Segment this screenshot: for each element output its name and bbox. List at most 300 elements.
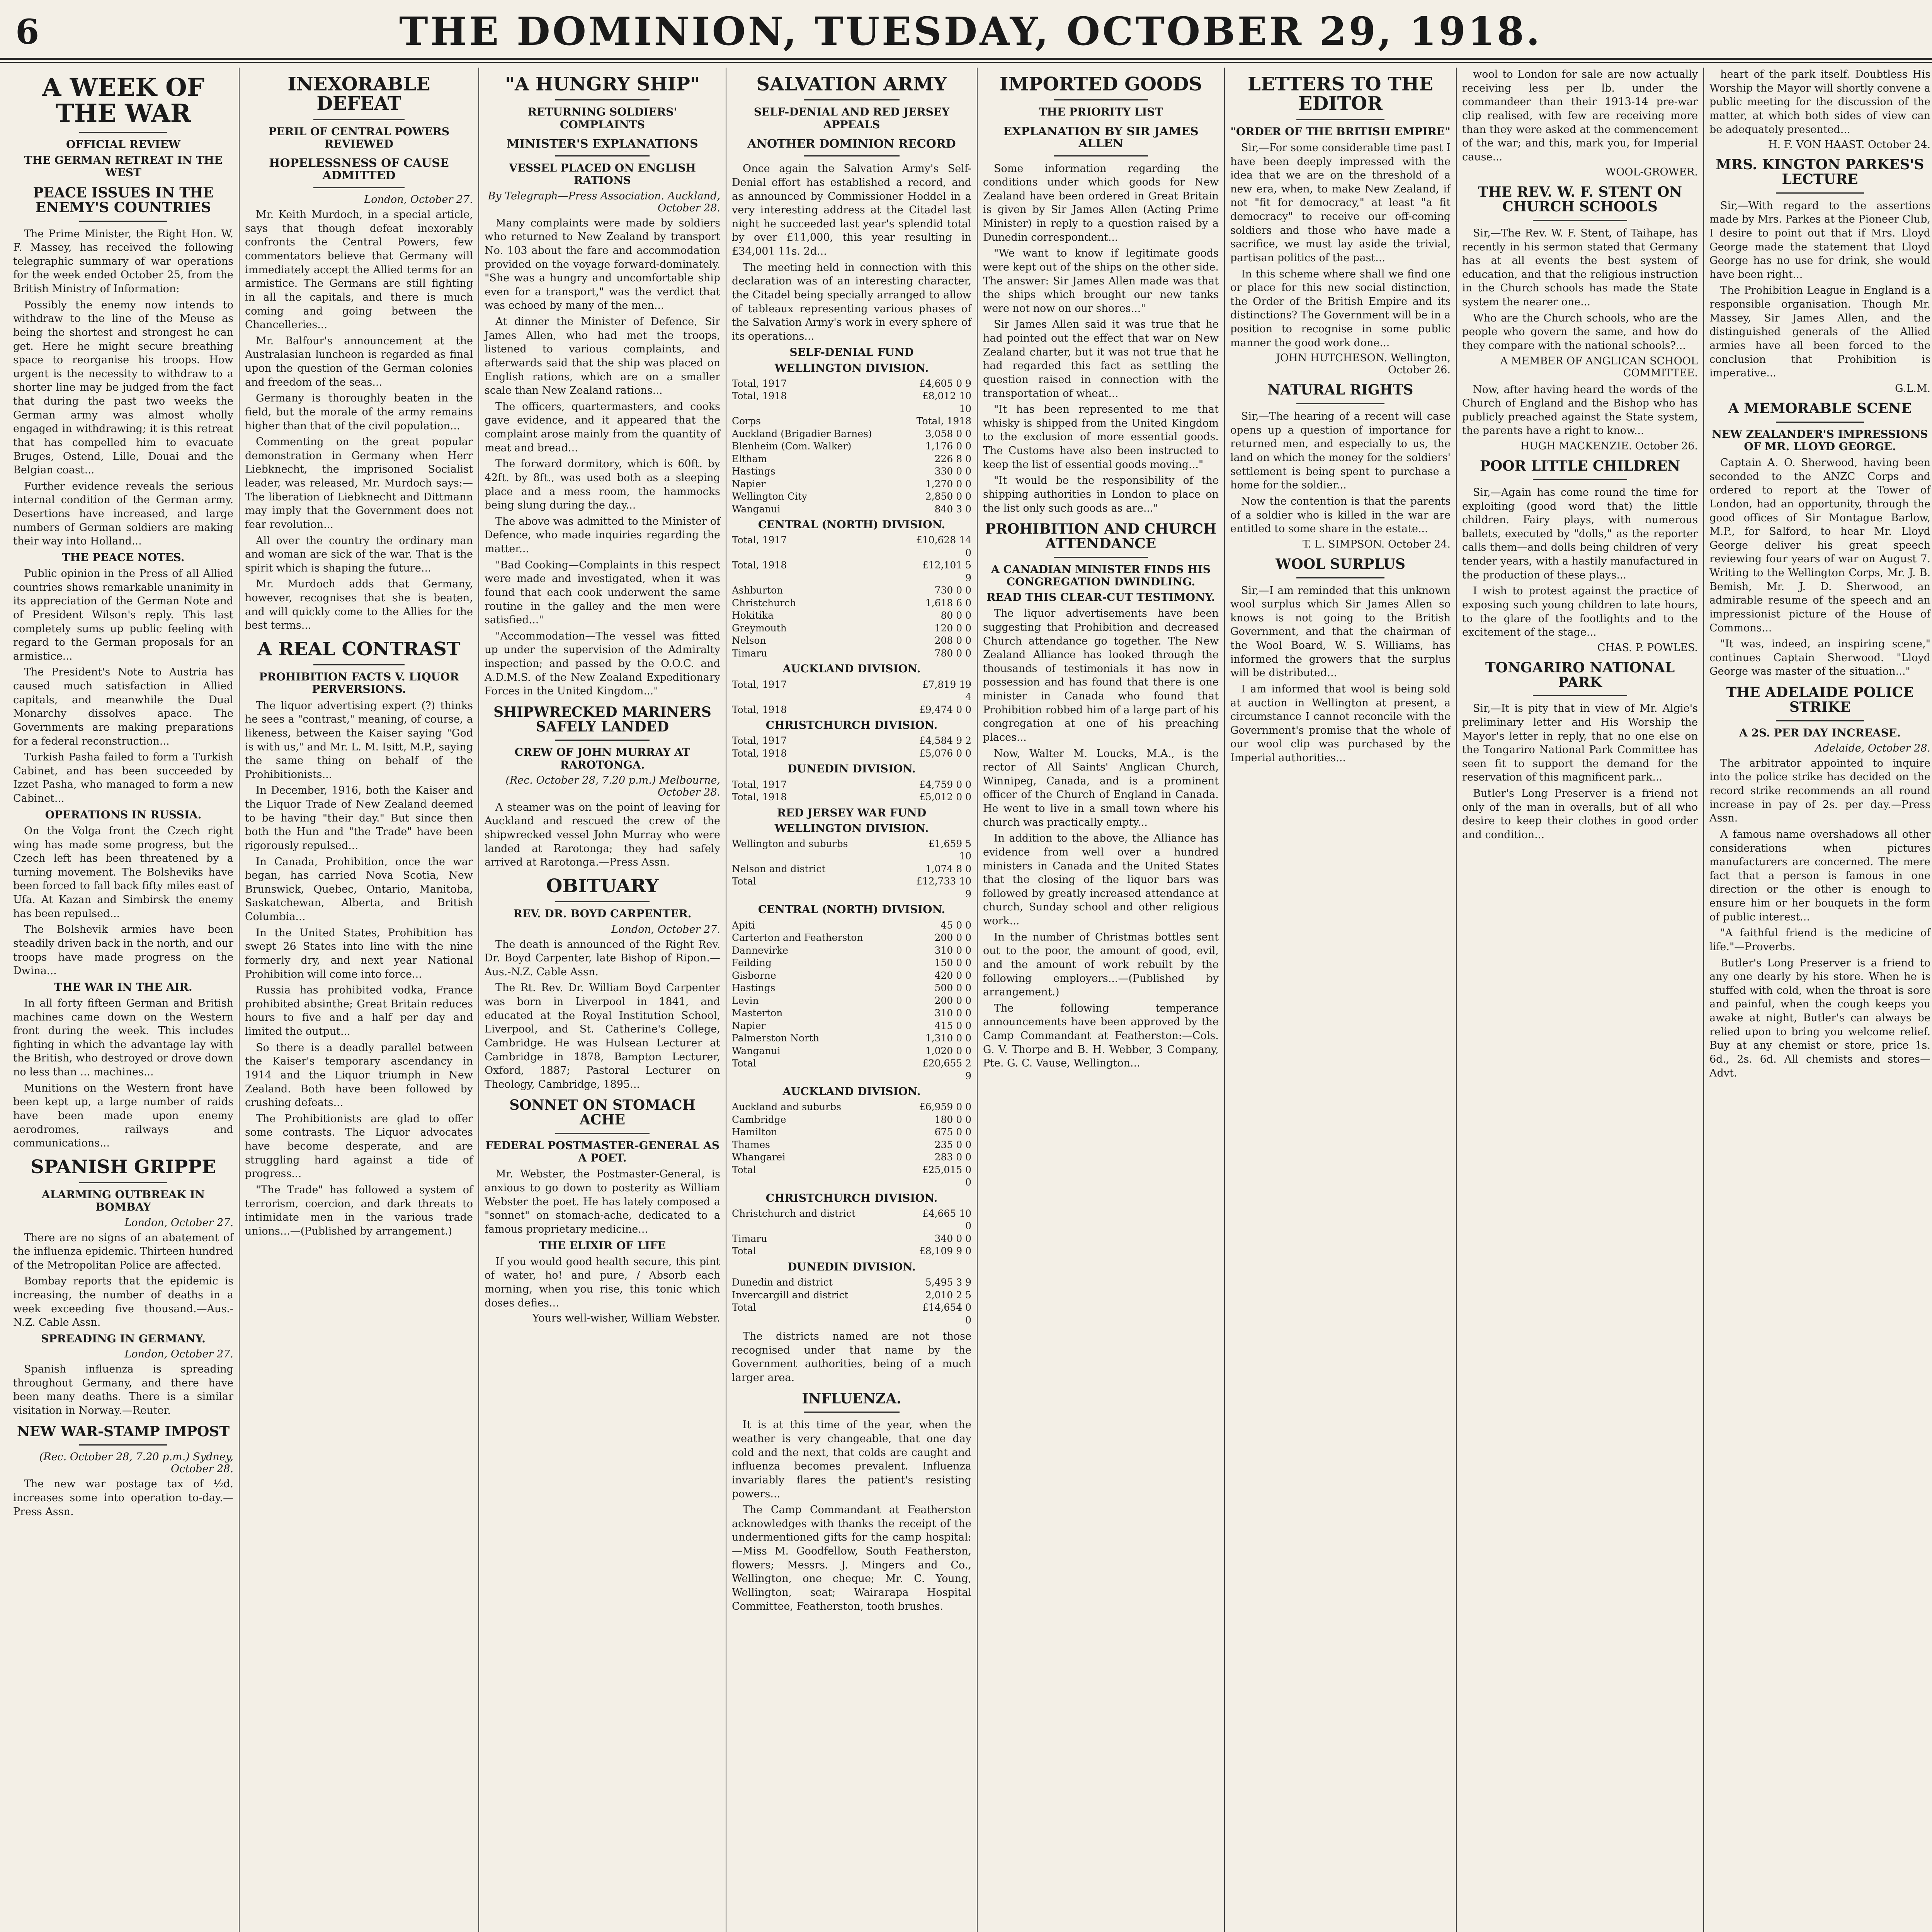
masthead [0, 0, 1932, 60]
table-cell-amount: £10,628 14 0 [916, 534, 971, 558]
table-cell-label: Whangarei [732, 1151, 786, 1163]
article-paragraph: The Prohibitionists are glad to offer some contrasts. The Liquor advocates have become desperate, and are struggling hard against a tide of progress... [245, 1112, 473, 1180]
table-row [732, 1151, 971, 1164]
table-cell-amount: £4,665 10 0 [922, 1208, 971, 1232]
subheading: RETURNING SOLDIERS' COMPLAINTS [527, 105, 677, 131]
table-row [732, 534, 971, 559]
article-paragraph: "We want to know if legitimate goods were kept out of the ships on the other side. The answer: Sir James Allen made was that the ships which brought our new tanks were not now on our shores..." [983, 247, 1219, 315]
article-paragraph: "It has been represented to me that whisky is shipped from the United Kingdom to the exclusion of more essential goods. The Customs have also been instructed to keep the list of essential goods moving..." [983, 403, 1219, 471]
table-cell-amount: Total, 1918 [916, 415, 971, 427]
table-cell-label: Wanganui [732, 503, 781, 515]
table-cell-amount: £7,819 19 4 [922, 679, 971, 703]
signature: JOHN HUTCHESON. Wellington, October 26. [1276, 352, 1451, 376]
article-paragraph: The Prohibition League in England is a responsible organisation. Though Mr. Massey, Sir James Allen, and the distinguished generals of the Allied armies have all been forced to the conclusion that Prohibition is imperative... [1709, 284, 1930, 379]
headline: ANOTHER DOMINION RECORD [747, 137, 956, 151]
subheading: CHRISTCHURCH DIVISION. [765, 1191, 938, 1204]
table-row [732, 440, 971, 453]
headline: NATURAL RIGHTS [1267, 382, 1413, 398]
table-row [732, 838, 971, 863]
article-paragraph: Turkish Pasha failed to form a Turkish Cabinet, and has been succeeded by Izzet Pasha, who managed to form a new Cabinet... [13, 751, 233, 805]
headline-rule [1533, 220, 1627, 221]
subheading: RED JERSEY WAR FUND [777, 806, 927, 819]
article-paragraph: The Prime Minister, the Right Hon. W. F. Massey, has received the following telegraphic summary of war operations for the week ended October 25, from the British Ministry of Information: [13, 228, 233, 295]
table-row [732, 735, 971, 747]
column-8 [1704, 68, 1932, 1932]
article-paragraph: In all forty fifteen German and British machines came down on the Western front during the week. This includes fighting in which the advantage lay with the British, who destroyed or drove down no less than ... machines... [13, 997, 233, 1078]
table-cell-label: Total [732, 1245, 756, 1257]
headline: WOOL SURPLUS [1275, 556, 1406, 572]
article-paragraph: "The Trade" has followed a system of terrorism, coercion, and dark threats to intimidate men in the various trade unions...—(Published by arrangement.) [245, 1184, 473, 1237]
table-cell-amount: £5,076 0 0 [919, 747, 971, 759]
article-paragraph: "Accommodation—The vessel was fitted up under the supervision of the Admiralty inspection; and passed by the O.O.C. and A.D.M.S. of the New Zealand Expeditionary Forces in the United Kingdom..." [485, 630, 720, 697]
article-paragraph: Sir,—It is pity that in view of Mr. Algie's preliminary letter and His Worship the Mayor's letter in reply, that no one else on the Tongariro National Park Committee has seen fit to support the demand for the reservation of this magnificent park... [1462, 702, 1698, 784]
table-row [732, 597, 971, 610]
article-paragraph: "Bad Cooking—Complaints in this respect were made and investigated, when it was found that each cook underwent the same routine in the galley and the men were satisfied..." [485, 559, 720, 626]
table-cell-label: Dunedin and district [732, 1277, 833, 1288]
table-cell-amount: £6,959 0 0 [919, 1101, 971, 1113]
subheading: NEW ZEALANDER'S IMPRESSIONS OF MR. LLOYD GEORGE. [1712, 427, 1928, 453]
table-cell-label: Total [732, 1058, 756, 1069]
table-cell-label: Napier [732, 478, 766, 490]
table-row [732, 559, 971, 584]
article-paragraph: A steamer was on the point of leaving for Auckland and rescued the crew of the shipwrecked vessel John Murray who were landed at Rarotonga; they had safely arrived at Rarotonga.—Press Assn. [485, 801, 720, 869]
headline: SPANISH GRIPPE [31, 1156, 216, 1178]
table-cell-label: Levin [732, 995, 759, 1006]
table-cell-label: Total, 1917 [732, 679, 787, 690]
article-paragraph: Butler's Long Preserver is a friend not only of the man in overalls, but of all who desire to keep their clothes in good order and condition... [1462, 787, 1698, 841]
table-cell-amount: 840 3 0 [934, 503, 971, 515]
subheading: DUNEDIN DIVISION. [787, 762, 916, 776]
subheading: THE PEACE NOTES. [62, 551, 185, 564]
article-paragraph: Now the contention is that the parents of a soldier who is killed in the war are entitled to some share in the estate... [1230, 495, 1451, 535]
subheading: SELF-DENIAL FUND [789, 346, 914, 359]
article-paragraph: Spanish influenza is spreading throughout Germany, and there have been many deaths. There is a similar visitation in Norway.—Reuter. [13, 1363, 233, 1417]
signature: G.L.M. [1895, 382, 1930, 395]
table-cell-amount: £8,109 9 0 [919, 1245, 971, 1257]
article-paragraph: The meeting held in connection with this declaration was of an interesting character, the Citadel being specially arranged to allow of tableaux representing various phases of the Salvation Army's work in every sphere of its operations... [732, 261, 971, 342]
table-row [732, 1045, 971, 1058]
article-paragraph: There are no signs of an abatement of the influenza epidemic. Thirteen hundred of the Metropolitan Police are affected. [13, 1231, 233, 1271]
subheading: DUNEDIN DIVISION. [787, 1260, 916, 1273]
subscription-table [732, 679, 971, 716]
article-paragraph: Sir,—With regard to the assertions made by Mrs. Parkes at the Pioneer Club, I desire to point out that if Mrs. Lloyd George made the statement that Lloyd George has no use for drink, she would have been right... [1709, 199, 1930, 281]
table-cell-amount: 330 0 0 [934, 466, 971, 477]
headline: THE ADELAIDE POLICE STRIKE [1726, 684, 1914, 715]
article-paragraph: Once again the Salvation Army's Self-Denial effort has established a record, and as announced by Commissioner Hoddel in a very interesting address at the Citadel last night he succeeded last year's splendid total by over £11,000, this year resulting in £34,001 11s. 2d... [732, 163, 971, 258]
table-row [732, 957, 971, 969]
subscription-table [732, 779, 971, 804]
table-row [732, 982, 971, 995]
headline-rule [1776, 192, 1864, 194]
table-cell-amount: 226 8 0 [934, 453, 971, 464]
table-row [732, 1139, 971, 1151]
table-cell-amount: 180 0 0 [934, 1114, 971, 1125]
headline-rule [313, 187, 405, 188]
subheading: WELLINGTON DIVISION. [774, 361, 929, 374]
table-cell-amount: 1,020 0 0 [925, 1045, 971, 1056]
article-paragraph: "It would be the responsibility of the shipping authorities in London to place on the list only such goods as are..." [983, 474, 1219, 514]
table-row [732, 995, 971, 1007]
subheading: A 2S. PER DAY INCREASE. [1739, 726, 1901, 739]
table-row [732, 969, 971, 982]
table-cell-label: Carterton and Featherston [732, 932, 863, 944]
article-paragraph: Sir,—The Rev. W. F. Stent, of Taihape, has recently in his sermon stated that Germany has at all events the best system of education, and that the religious instruction in the Church schools has made the State system the nearer one... [1462, 227, 1698, 308]
masthead-rule [0, 62, 1932, 63]
table-row [732, 875, 971, 900]
subheading: A CANADIAN MINISTER FINDS HIS CONGREGATION DWINDLING. [991, 563, 1211, 588]
table-cell-label: Christchurch and district [732, 1208, 856, 1219]
table-cell-amount: 1,074 8 0 [925, 863, 971, 874]
article-paragraph: In the United States, Prohibition has swept 26 States into line with the nine formerly dry, and next year National Prohibition will come into force... [245, 927, 473, 980]
table-row [732, 634, 971, 647]
table-cell-label: Palmerston North [732, 1032, 820, 1044]
article-paragraph: The liquor advertising expert (?) thinks he sees a "contrast," meaning, of course, a likeness, between the Kaiser saying "God is with us," and Mr. L. M. Isitt, M.P., saying the same thing on behalf of the Prohibitionists... [245, 699, 473, 781]
table-cell-amount: 45 0 0 [940, 919, 971, 931]
subheading: AUCKLAND DIVISION. [782, 662, 921, 675]
headline-rule [1054, 99, 1148, 100]
table-cell-amount: 1,176 0 0 [925, 440, 971, 452]
table-cell-label: Hastings [732, 466, 776, 477]
table-cell-label: Apiti [732, 919, 755, 931]
table-row [732, 622, 971, 635]
table-cell-amount: 1,618 6 0 [925, 597, 971, 609]
table-cell-label: Total, 1918 [732, 747, 787, 759]
table-cell-amount: 420 0 0 [934, 969, 971, 981]
column-4 [726, 68, 978, 1932]
subheading: OFFICIAL REVIEW [66, 138, 180, 151]
table-cell-label: Hokitika [732, 610, 774, 621]
table-row [732, 428, 971, 440]
table-cell-amount: £14,654 0 0 [922, 1302, 971, 1326]
table-cell-amount: 120 0 0 [934, 622, 971, 634]
subheading: READ THIS CLEAR-CUT TESTIMONY. [986, 591, 1215, 604]
headline-rule [79, 221, 167, 222]
article-paragraph: At dinner the Minister of Defence, Sir James Allen, who had met the troops, listened to various complaints, and afterwards said that the ship was placed on English rations, which are on a smaller scale than New Zealand rations... [485, 316, 720, 397]
table-row [732, 1114, 971, 1126]
table-row [732, 390, 971, 415]
subheading: REV. DR. BOYD CARPENTER. [513, 907, 692, 920]
headline-rule [555, 155, 650, 156]
article-paragraph: Possibly the enemy now intends to withdraw to the line of the Meuse as being the shortest and strongest he can get. Here he might secure breathing space to reorganise his troops. How urgent is the necessity to withdraw to a shorter line may be judged from the fact that during the past two weeks the German army was almost wholly engaged in withdrawing; it is this retreat that has compelled him to evacuate Bruges, Ostend, Lille, Douai and the Belgian coast... [13, 299, 233, 476]
headline: NEW WAR-STAMP IMPOST [17, 1423, 230, 1440]
column-6 [1225, 68, 1457, 1932]
article-paragraph: Butler's Long Preserver is a friend to any one dearly by his store. When he is stuffed with cold, when the throat is sore and painful, when the cough keeps you awake at night, Butler's can always be relied upon to bring you welcome relief. Buy at any chemist or store, price 1s. 6d., 2s. 6d. All chemists and stores—Advt. [1709, 957, 1930, 1079]
table-cell-label: Dannevirke [732, 944, 788, 956]
table-cell-label: Wellington City [732, 491, 807, 502]
table-row [732, 647, 971, 660]
subscription-table [732, 1276, 971, 1327]
table-cell-label: Corps [732, 415, 761, 427]
headline: PEACE ISSUES IN THE ENEMY'S COUNTRIES [33, 184, 214, 216]
table-row [732, 465, 971, 478]
table-cell-amount: £4,584 9 2 [919, 735, 971, 747]
table-cell-label: Timaru [732, 1233, 767, 1244]
table-cell-label: Blenheim (Com. Walker) [732, 440, 852, 452]
table-row [732, 1164, 971, 1189]
article-paragraph: The Bolshevik armies have been steadily driven back in the north, and our troops have made progress on the Dwina... [13, 923, 233, 977]
dateline: (Rec. October 28, 7.20 p.m.) Sydney, October 28. [39, 1451, 233, 1475]
headline-rule [1296, 403, 1384, 404]
article-paragraph: Some information regarding the conditions under which goods for New Zealand have been ordered in Great Britain is given by Sir James Allen (Acting Prime Minister) in reply to a question raised by a Dunedin correspondent... [983, 162, 1219, 243]
table-cell-amount: 310 0 0 [934, 1007, 971, 1019]
table-cell-label: Thames [732, 1139, 770, 1150]
table-row [732, 779, 971, 791]
table-cell-amount: 2,010 2 5 [925, 1289, 971, 1301]
subheading: SPREADING IN GERMANY. [41, 1332, 206, 1345]
table-cell-amount: 2,850 0 0 [925, 491, 971, 502]
headline: OBITUARY [546, 875, 659, 897]
article-paragraph: Mr. Murdoch adds that Germany, however, recognises that she is beaten, and will quickly come to the Allies for the best terms... [245, 578, 473, 632]
article-paragraph: Commenting on the great popular demonstration in Germany when Herr Liebknecht, the imprisoned Socialist leader, was released, Mr. Murdoch says:—The liberation of Liebknecht and Dittmann may imply that the Government does not fear revolution... [245, 436, 473, 531]
table-cell-amount: 1,270 0 0 [925, 478, 971, 490]
article-paragraph: The officers, quartermasters, and cooks gave evidence, and it appeared that the complaint arose mainly from the quantity of meat and bread... [485, 400, 720, 454]
headline: MINISTER'S EXPLANATIONS [507, 137, 698, 151]
table-cell-label: Total [732, 1302, 756, 1313]
subscription-table [732, 735, 971, 760]
subscription-table [732, 378, 971, 516]
signature: CHAS. P. POWLES. [1597, 641, 1698, 654]
headline-rule [804, 155, 900, 156]
signature: WOOL-GROWER. [1605, 166, 1698, 179]
article-paragraph: In this scheme where shall we find one or place for this new social distinction, the Order of the British Empire and its distinctions? The Government will be in a position to recognise in some public manner the good work done... [1230, 268, 1451, 349]
headline: A MEMORABLE SCENE [1728, 400, 1912, 417]
table-cell-label: Total, 1918 [732, 791, 787, 803]
article-paragraph: Russia has prohibited vodka, France prohibited absinthe; Great Britain reduces hours to five and a half per day and limited the output... [245, 984, 473, 1038]
table-cell-amount: 730 0 0 [934, 585, 971, 596]
subscription-table [732, 1101, 971, 1189]
table-cell-label: Nelson and district [732, 863, 826, 874]
table-row [732, 1289, 971, 1302]
subscription-table [732, 1208, 971, 1258]
article-paragraph: If you would good health secure, this pint of water, ho! and pure, / Absorb each morning, when you rise, this tonic which doses defies... [485, 1255, 720, 1309]
table-cell-amount: 80 0 0 [940, 610, 971, 621]
headline: "A HUNGRY SHIP" [505, 73, 700, 95]
article-paragraph: Bombay reports that the epidemic is increasing, the number of deaths in a week exceeding five thousand.—Aus.-N.Z. Cable Assn. [13, 1275, 233, 1329]
headline-rule [1296, 119, 1384, 120]
table-cell-label: Total, 1917 [732, 378, 787, 389]
headline: PROHIBITION AND CHURCH ATTENDANCE [985, 521, 1217, 552]
subheading: THE WAR IN THE AIR. [54, 980, 192, 993]
article-paragraph: Sir James Allen said it was true that he had pointed out the effect that war on New Zealand charter, but it was not true that he had regarded this fact as settling the question raised in connection with the transportation of wheat... [983, 318, 1219, 400]
table-row [732, 747, 971, 760]
article-paragraph: Further evidence reveals the serious internal condition of the German army. Desertions have increased, and large numbers of German soldiers are making their way into Holland... [13, 480, 233, 548]
table-cell-amount: 310 0 0 [934, 944, 971, 956]
table-cell-amount: 5,495 3 9 [925, 1277, 971, 1288]
newspaper-columns [8, 68, 1932, 1932]
article-paragraph: A famous name overshadows all other considerations when pictures manufacturers are concerned. The mere fact that a person is famous in one direction or the other is enough to ensure him or her bouquets in the form of public interest... [1709, 828, 1930, 923]
table-cell-label: Masterton [732, 1007, 783, 1019]
article-paragraph: The above was admitted to the Minister of Defence, who made inquiries regarding the matter... [485, 515, 720, 555]
headline-rule [555, 99, 650, 100]
subheading: CHRISTCHURCH DIVISION. [765, 719, 938, 732]
headline-rule [1533, 695, 1627, 696]
article-paragraph: The Camp Commandant at Featherston acknowledges with thanks the receipt of the undermentioned gifts for the camp hospital:—Miss M. Goodfellow, South Featherston, flowers; Messrs. J. Mingers and Co., Wellington, one cheque; Mr. C. Young, Wellington, seat; Wairarapa Hospital Committee, Featherston, tooth brushes. [732, 1504, 971, 1612]
table-cell-amount: £20,655 2 9 [922, 1058, 971, 1082]
table-cell-label: Total, 1917 [732, 534, 787, 546]
table-cell-amount: 340 0 0 [934, 1233, 971, 1244]
subscription-table [732, 838, 971, 901]
subheading: WELLINGTON DIVISION. [774, 821, 929, 835]
article-paragraph: "A faithful friend is the medicine of life."—Proverbs. [1709, 927, 1930, 953]
signature: H. F. VON HAAST. October 24. [1768, 139, 1930, 151]
table-cell-amount: 675 0 0 [934, 1126, 971, 1138]
table-cell-amount: 500 0 0 [934, 982, 971, 994]
table-cell-label: Auckland and suburbs [732, 1101, 842, 1113]
article-paragraph: On the Volga front the Czech right wing has made some progress, but the Czech left has been threatened by a turning movement. The Bolsheviks have been forced to fall back fifty miles east of Ufa. At Kazan and Simbirsk the enemy has been repulsed... [13, 825, 233, 920]
headline-rule [1054, 155, 1148, 156]
headline-rule [313, 664, 405, 665]
headline-rule [555, 901, 650, 902]
table-cell-amount: £25,015 0 0 [922, 1164, 971, 1188]
article-paragraph: Sir,—Again has come round the time for exploiting (good word that) the little children. Fairy plays, with numerous ballets, executed by "dolls," as the reporter calls them—and dolls being children of very tender years, with a hastily manufactured in the production of these plays... [1462, 486, 1698, 581]
headline: HOPELESSNESS OF CAUSE ADMITTED [269, 156, 449, 182]
table-cell-label: Auckland (Brigadier Barnes) [732, 428, 872, 439]
subheading: CENTRAL (NORTH) DIVISION. [758, 518, 946, 531]
article-paragraph: Now, after having heard the words of the Church of England and the Bishop who has publicly preached against the State system, the parents have a right to know... [1462, 383, 1698, 437]
table-cell-amount: 200 0 0 [934, 932, 971, 944]
dateline: London, October 27. [611, 923, 720, 935]
article-paragraph: The arbitrator appointed to inquire into the police strike has decided on the record strike recommends an all round increase in pay of 2s. per day.—Press Assn. [1709, 757, 1930, 825]
article-paragraph: Many complaints were made by soldiers who returned to New Zealand by transport No. 103 about the fare and accommodation provided on the voyage forward-dominately. "She was a hungry and uncomfortable ship even for a transport," was the verdict that was echoed by many of the men... [485, 217, 720, 312]
headline: SHIPWRECKED MARINERS SAFELY LANDED [493, 704, 711, 735]
subheading: THE GERMAN RETREAT IN THE WEST [24, 153, 223, 179]
article-paragraph: The following temperance announcements have been approved by the Camp Commandant at Featherston:—Cols. G. V. Thorpe and B. H. Webber, 3 Company, Pte. G. C. Vause, Wellington... [983, 1002, 1219, 1070]
article-paragraph: In December, 1916, both the Kaiser and the Liquor Trade of New Zealand deemed to be having "their day." But since then both the Hun and "the Trade" have been rigorously repulsed... [245, 784, 473, 852]
table-cell-label: Feilding [732, 957, 772, 969]
headline-rule [79, 132, 167, 133]
table-cell-amount: £9,474 0 0 [919, 704, 971, 715]
article-paragraph: Mr. Keith Murdoch, in a special article, says that though defeat inexorably confronts the Central Powers, few commentators believe that Germany will immediately accept the Allied terms for an armistice. The Germans are still fighting in all the capitals, and there is much coming and going between the Chancelleries... [245, 209, 473, 331]
article-paragraph: The President's Note to Austria has caused much satisfaction in Allied capitals, and meanwhile the Dual Monarchy dissolves apace. The Governments are making preparations for a federal reconstruction... [13, 666, 233, 747]
column-1 [8, 68, 240, 1932]
table-cell-label: Hastings [732, 982, 776, 994]
column-5 [978, 68, 1225, 1932]
table-row [732, 1032, 971, 1045]
article-paragraph: Sir,—For some considerable time past I have been deeply impressed with the idea that we are on the threshold of a new era, when, to make New Zealand, if not "fit for democracy," at least "a fit democracy" to receive our off-coming soldiers and those who have made a sacrifice, we must lay aside the trivial, partisan politics of the past... [1230, 141, 1451, 264]
table-row [732, 584, 971, 597]
article-paragraph: "It was, indeed, an inspiring scene," continues Captain Sherwood. "Lloyd George was master of the situation..." [1709, 638, 1930, 678]
table-row [732, 932, 971, 944]
article-paragraph: Now, Walter M. Loucks, M.A., is the rector of All Saints' Anglican Church, Winnipeg, Canada, and is a prominent officer of the Church of England in Canada. He went to live in a small town where his church was practically empty... [983, 747, 1219, 828]
table-row [732, 478, 971, 491]
headline: LETTERS TO THE EDITOR [1248, 73, 1433, 115]
table-row [732, 919, 971, 932]
dateline: By Telegraph—Press Association. Auckland, October 28. [488, 190, 720, 214]
signature: Yours well-wisher, William Webster. [532, 1312, 720, 1325]
headline-rule [1296, 577, 1384, 578]
table-cell-label: Ashburton [732, 585, 783, 596]
table-cell-amount: £4,759 0 0 [919, 779, 971, 790]
subheading: VESSEL PLACED ON ENGLISH RATIONS [509, 162, 696, 187]
table-row [732, 1301, 971, 1327]
article-paragraph: Sir,—I am reminded that this unknown wool surplus which Sir James Allen so knows is not going to the British Government, and that the chairman of the Wool Board, W. S. Williams, has informed the growers that the surplus will be distributed... [1230, 584, 1451, 679]
table-cell-label: Nelson [732, 635, 766, 646]
article-paragraph: The death is announced of the Right Rev. Dr. Boyd Carpenter, late Bishop of Ripon.—Aus.-N.Z. Cable Assn. [485, 938, 720, 978]
subheading: PERIL OF CENTRAL POWERS REVIEWED [268, 125, 450, 150]
signature: HUGH MACKENZIE. October 26. [1520, 440, 1698, 452]
article-paragraph: The forward dormitory, which is 60ft. by 42ft. by 8ft., was used both as a sleeping place and a mess room, the hammocks being slung during the day... [485, 458, 720, 512]
table-cell-amount: £12,101 5 9 [922, 560, 971, 583]
table-cell-amount: 283 0 0 [934, 1151, 971, 1163]
dateline: Adelaide, October 28. [1815, 742, 1930, 754]
headline: SALVATION ARMY [756, 73, 947, 95]
table-cell-amount: £1,659 5 10 [928, 838, 971, 862]
table-row [732, 378, 971, 390]
headline: IMPORTED GOODS [999, 73, 1202, 95]
subscription-table [732, 919, 971, 1083]
headline: EXPLANATION BY SIR JAMES ALLEN [1003, 124, 1199, 151]
subheading: CENTRAL (NORTH) DIVISION. [758, 903, 946, 916]
column-3 [479, 68, 726, 1932]
table-cell-label: Total [732, 1164, 756, 1175]
table-cell-label: Timaru [732, 647, 767, 659]
article-paragraph: Germany is thoroughly beaten in the field, but the morale of the army remains higher than that of the civil population... [245, 392, 473, 432]
table-cell-label: Total [732, 876, 756, 887]
headline-rule [1776, 720, 1864, 721]
article-paragraph: Mr. Webster, the Postmaster-General, is anxious to go down to posterity as William Webster the poet. He has lately composed a "sonnet" on stomach-ache, dedicated to a famous proprietary medicine... [485, 1168, 720, 1235]
table-cell-amount: 415 0 0 [934, 1020, 971, 1031]
article-paragraph: In the number of Christmas bottles sent out to the poor, the amount of good, evil, and the amount of work rebuilt by the following employers...—(Published by arrangement.) [983, 931, 1219, 998]
subheading: ALARMING OUTBREAK IN BOMBAY [41, 1188, 205, 1214]
table-cell-label: Eltham [732, 453, 767, 464]
article-paragraph: In addition to the above, the Alliance has evidence from well over a hundred ministers in Canada and the United States that the closing of the liquor bars was followed by greatly increased attendance at church, Sunday school and other religious work... [983, 832, 1219, 927]
headline: SONNET ON STOMACH ACHE [509, 1097, 696, 1128]
article-paragraph: It is at this time of the year, when the weather is very changeable, that one day cold and the next, that colds are caught and influenza becomes prevalent. Influenza invariably flares the patient's resisting powers... [732, 1419, 971, 1500]
headline: MRS. KINGTON PARKES'S LECTURE [1716, 156, 1924, 187]
dateline: London, October 27. [124, 1348, 233, 1361]
table-row [732, 1208, 971, 1233]
table-cell-amount: 1,310 0 0 [925, 1032, 971, 1044]
table-cell-label: Napier [732, 1020, 766, 1031]
column-7 [1457, 68, 1704, 1932]
headline-rule [555, 1133, 650, 1134]
table-cell-amount: £4,605 0 9 [919, 378, 971, 389]
table-row [732, 944, 971, 957]
table-row [732, 704, 971, 716]
table-cell-label: Total, 1918 [732, 390, 787, 402]
headline: A REAL CONTRAST [257, 638, 461, 660]
headline-rule [804, 99, 900, 100]
headline-rule [1533, 479, 1627, 480]
dateline: London, October 27. [364, 194, 473, 206]
headline-rule [804, 1412, 900, 1413]
table-cell-label: Greymouth [732, 622, 787, 634]
headline-rule [79, 1444, 167, 1446]
table-cell-amount: £5,012 0 0 [919, 791, 971, 803]
headline-rule [555, 740, 650, 741]
article-paragraph: In Canada, Prohibition, once the war began, has carried Nova Scotia, New Brunswick, Quebec, Ontario, Manitoba, Saskatchewan, Alberta, and British Columbia... [245, 855, 473, 923]
subheading: AUCKLAND DIVISION. [782, 1085, 921, 1098]
table-cell-label: Total, 1918 [732, 704, 787, 715]
table-cell-label: Invercargill and district [732, 1289, 849, 1301]
table-cell-label: Total, 1917 [732, 779, 787, 790]
table-cell-label: Total, 1918 [732, 560, 787, 571]
table-cell-label: Wanganui [732, 1045, 781, 1056]
table-row [732, 679, 971, 704]
table-row [732, 1245, 971, 1258]
article-paragraph: The Rt. Rev. Dr. William Boyd Carpenter was born in Liverpool in 1841, and educated at the Royal Institution School, Liverpool, and St. Catherine's College, Cambridge. He was Hulsean Lecturer at Cambridge in 1878, Bampton Lecturer, Oxford, 1887; Pastoral Lecturer on Theology, Cambridge, 1895... [485, 982, 720, 1090]
table-row [732, 1126, 971, 1139]
table-cell-label: Hamilton [732, 1126, 777, 1138]
article-paragraph: I wish to protest against the practice of exposing such young children to late hours, to the glare of the footlights and to the excitement of the stage... [1462, 585, 1698, 639]
article-paragraph: Public opinion in the Press of all Allied countries shows remarkable unanimity in its appreciation of the German Note and of President Wilson's reply. This last completely sums up public feeling with regard to the German proposals for an armistice... [13, 568, 233, 662]
subheading: THE PRIORITY LIST [1039, 105, 1163, 119]
article-paragraph: The districts named are not those recognised under that name by the Government authorities, being of a much larger area. [732, 1330, 971, 1384]
subheading: "ORDER OF THE BRITISH EMPIRE" [1230, 125, 1451, 138]
table-cell-label: Cambridge [732, 1114, 786, 1125]
table-cell-label: Total, 1917 [732, 735, 787, 747]
headline: THE REV. W. F. STENT ON CHURCH SCHOOLS [1478, 184, 1682, 215]
